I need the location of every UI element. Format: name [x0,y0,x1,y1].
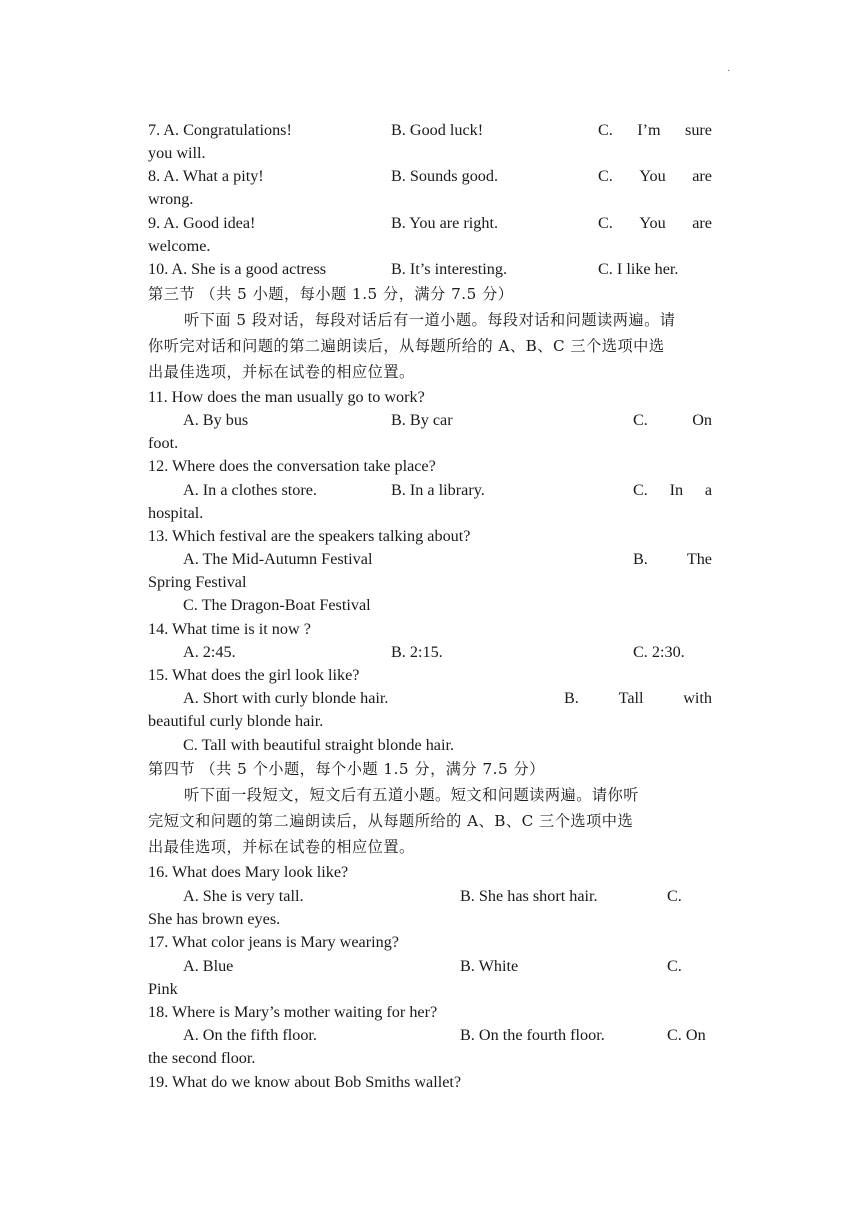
q10-option-a: 10. A. She is a good actress [148,260,327,278]
q18-question: 18. Where is Mary’s mother waiting for her? [148,1003,438,1021]
q14-option-a: A. 2:45. [183,643,236,661]
q13-option-b [633,548,712,571]
q12-option-c-cont: hospital. [148,504,204,522]
q9-option-a: 9. A. Good idea! [148,214,256,232]
q13-option-c: C. The Dragon-Boat Festival [183,596,371,614]
q12-option-c [633,479,712,502]
q10-option-c: C. I like her. [598,260,679,278]
corner-mark: · [727,66,731,77]
q18-option-b: B. On the fourth floor. [460,1026,605,1044]
q11-question: 11. How does the man usually go to work? [148,388,425,406]
q11-option-c-cont: foot. [148,434,179,452]
q7-option-c [598,119,712,142]
q8-option-c-word1: You [639,167,666,185]
section4-instruction-line3: 出最佳选项，并标在试卷的相应位置。 [148,838,415,856]
section3-instruction-line1: 听下面 5 段对话，每段对话后有一道小题。每段对话和问题读两遍。请 [184,311,676,329]
section3-title: 第三节 （共 5 小题，每小题 1.5 分，满分 7.5 分） [148,285,514,303]
q13-question: 13. Which festival are the speakers talking about? [148,527,471,545]
q8-option-b: B. Sounds good. [391,167,499,185]
q15-question: 15. What does the girl look like? [148,666,360,684]
q8-option-c [598,165,712,188]
q16-option-c-label: C. [667,887,682,905]
q15-option-b-word1: Tall [618,689,644,707]
section4-title: 第四节 （共 5 个小题，每个小题 1.5 分，满分 7.5 分） [148,760,545,778]
q14-option-c: C. 2:30. [633,643,685,661]
q9-option-c-word1: You [639,214,666,232]
q8-option-c-label: C. [598,167,613,185]
q7-option-a: 7. A. Congratulations! [148,121,292,139]
q12-option-c-word1: In [669,481,684,499]
q9-option-c-label: C. [598,214,613,232]
q17-option-c-label: C. [667,957,682,975]
section4-instruction-line1: 听下面一段短文，短文后有五道小题。短文和问题读两遍。请你听 [184,786,639,804]
q14-option-b: B. 2:15. [391,643,443,661]
q13-option-b-word1: The [686,550,712,568]
q17-option-a: A. Blue [183,957,234,975]
q17-option-c-cont: Pink [148,980,178,998]
q17-question: 17. What color jeans is Mary wearing? [148,933,399,951]
q16-option-b: B. She has short hair. [460,887,598,905]
q12-question: 12. Where does the conversation take place? [148,457,436,475]
q8-option-c-word2: are [692,167,712,185]
q15-option-b-cont: beautiful curly blonde hair. [148,712,324,730]
q11-option-c-word1: On [692,411,712,429]
q11-option-c-label: C. [633,411,648,429]
q7-option-c-word1: I’m [637,121,661,139]
q12-option-b: B. In a library. [391,481,485,499]
q13-option-a: A. The Mid-Autumn Festival [183,550,373,568]
q18-option-c-label: C. On [667,1026,706,1044]
q12-option-a: A. In a clothes store. [183,481,317,499]
q8-option-c-cont: wrong. [148,190,194,208]
q7-option-c-label: C. [598,121,613,139]
q16-option-c-cont: She has brown eyes. [148,910,281,928]
q16-option-a: A. She is very tall. [183,887,304,905]
section3-instruction-line3: 出最佳选项，并标在试卷的相应位置。 [148,363,415,381]
q17-option-b: B. White [460,957,519,975]
q11-option-a: A. By bus [183,411,249,429]
section4-instruction-line2: 完短文和问题的第二遍朗读后，从每题所给的 A、B、C 三个选项中选 [148,812,634,830]
q18-option-a: A. On the fifth floor. [183,1026,317,1044]
q11-option-c [633,409,712,432]
q19-question: 19. What do we know about Bob Smiths wallet? [148,1073,462,1091]
q15-option-b-word2: with [683,689,712,707]
q7-option-b: B. Good luck! [391,121,484,139]
q9-option-b: B. You are right. [391,214,499,232]
section3-instruction-line2: 你听完对话和问题的第二遍朗读后，从每题所给的 A、B、C 三个选项中选 [148,337,665,355]
q15-option-a: A. Short with curly blonde hair. [183,689,389,707]
q7-option-c-cont: you will. [148,144,206,162]
q9-option-c-word2: are [692,214,712,232]
q10-option-b: B. It’s interesting. [391,260,507,278]
q9-option-c-cont: welcome. [148,237,211,255]
q15-option-b-label: B. [564,689,579,707]
q12-option-c-label: C. [633,481,648,499]
q12-option-c-word2: a [704,481,712,499]
q13-option-b-label: B. [633,550,648,568]
q14-question: 14. What time is it now ? [148,620,311,638]
q16-question: 16. What does Mary look like? [148,863,349,881]
q15-option-b [564,687,712,710]
q15-option-c: C. Tall with beautiful straight blonde hair. [183,736,455,754]
q18-option-c-cont: the second floor. [148,1049,256,1067]
q11-option-b: B. By car [391,411,453,429]
q13-option-b-cont: Spring Festival [148,573,247,591]
q9-option-c [598,212,712,235]
q7-option-c-word2: sure [685,121,712,139]
q8-option-a: 8. A. What a pity! [148,167,264,185]
